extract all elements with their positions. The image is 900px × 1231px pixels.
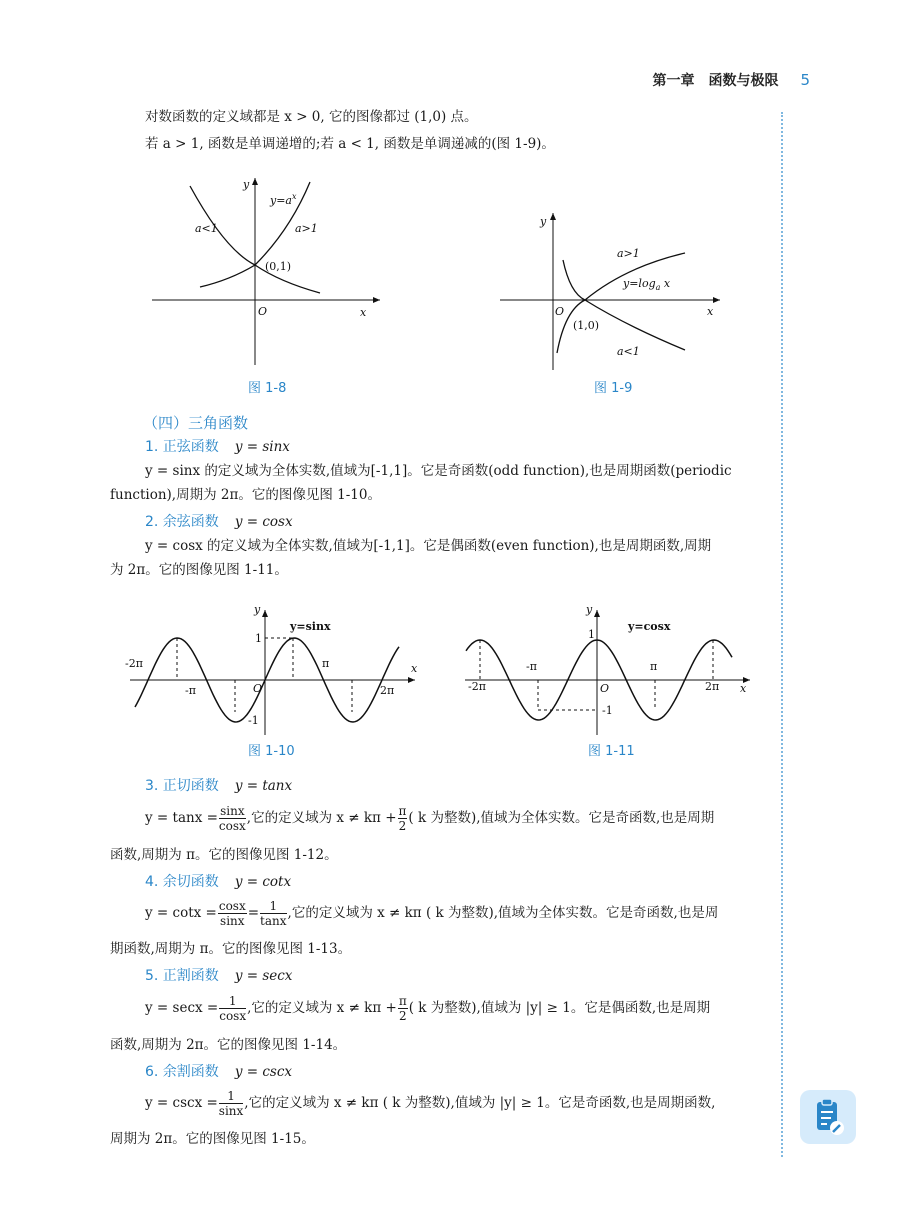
curve-equation: $y=\log_a$ x [623,277,671,292]
figure-1-10-graph [115,600,425,740]
upper-curve-label: a>1 [617,247,640,260]
tick-label-neg2pi: -2π [468,680,486,693]
cosine-text-1: y = cosx 的定义域为全体实数,值域为[-1,1]。它是偶函数(even function),也是周期函数,周期 [145,538,712,554]
origin-label: O [253,682,263,695]
secant-text-2: 函数,周期为 2π。它的图像见图 1-14。 [110,1037,347,1053]
clipboard-edit-icon [800,1090,856,1144]
intro-line-1: 对数函数的定义域都是 x > 0, 它的图像都过 (1,0) 点。 [145,109,478,125]
tick-label-2pi: 2π [705,680,720,693]
fraction: $\frac{\cos x}{\sin x}$ [218,899,246,928]
sine-heading: 1. 正弦函数 y = sinx [145,439,290,455]
fraction: $\frac{1}{\tan x}$ [260,899,287,928]
cosecant-definition: y = cscx = $\frac{1}{\sin x}$ ,它的定义域为 x ≠ kπ ( k 为整数),值域为 |y| ≥ 1。它是奇函数,也是周期函数, [145,1089,716,1118]
tangent-text-2: 函数,周期为 π。它的图像见图 1-12。 [110,847,338,863]
curve-equation: $y=a^x$ [270,192,297,207]
log-decreasing-curve [563,260,685,350]
cosine-heading: 2. 余弦函数 y = cosx [145,514,293,530]
y-axis-label: y [243,178,250,191]
secant-definition: y = secx = $\frac{1}{\cos x}$ ,它的定义域为 x ≠ kπ + $\frac{\pi}{2}$ ( k 为整数),值域为 |y| ≥ 1。它是偶函数,也是周期 [145,994,711,1023]
figure-1-8-graph [140,170,390,370]
tangent-heading: 3. 正切函数 y = tanx [145,778,293,794]
margin-rule [781,112,783,1157]
fraction: $\frac{1}{\cos x}$ [219,994,247,1023]
lower-curve-label: a<1 [617,345,640,358]
cosine-text-2: 为 2π。它的图像见图 1-11。 [110,562,288,578]
tick-label-neg1: -1 [602,704,613,717]
x-axis-label: x [740,682,747,695]
sine-text-1: y = sinx 的定义域为全体实数,值域为[-1,1]。它是奇函数(odd function),也是周期函数(periodic [145,463,732,479]
notes-button[interactable] [800,1090,856,1144]
left-curve-label: a<1 [195,222,218,235]
figure-1-11-caption: 图 1-11 [588,744,635,759]
cotangent-definition: y = cotx = $\frac{\cos x}{\sin x}$ = $\frac{1}{\tan x}$ ,它的定义域为 x ≠ kπ ( k 为整数),值域为全体实数。它是奇函数,也是周 [145,899,719,928]
tick-label-negpi: -π [526,660,537,673]
right-curve-label: a>1 [295,222,318,235]
intercept-label: (0,1) [265,260,292,273]
tick-label-neg2pi: -2π [125,657,143,670]
cosecant-heading: 6. 余割函数 y = cscx [145,1064,292,1080]
log-increasing-curve [557,253,685,353]
fraction: $\frac{\pi}{2}$ [398,994,407,1023]
figure-1-11-graph [460,600,760,740]
tick-label-2pi: 2π [380,684,395,697]
tick-label-neg1: -1 [248,714,259,727]
intercept-label: (1,0) [573,319,600,332]
cotangent-heading: 4. 余切函数 y = cotx [145,874,292,890]
figure-1-9-graph [495,205,725,375]
sine-text-2: function),周期为 2π。它的图像见图 1-10。 [110,487,381,503]
tick-label-pi: π [322,657,330,670]
section-heading: （四）三角函数 [143,414,249,432]
origin-label: O [258,305,268,318]
y-axis-label: y [586,603,593,616]
origin-label: O [555,305,565,318]
figure-1-8-caption: 图 1-8 [248,381,287,396]
tick-label-1: 1 [255,632,262,645]
tick-label-negpi: -π [185,684,196,697]
intro-line-2: 若 a > 1, 函数是单调递增的;若 a < 1, 函数是单调递减的(图 1-9)。 [145,136,555,152]
tick-label-pi: π [650,660,658,673]
fraction: $\frac{\pi}{2}$ [398,804,407,833]
fraction: $\frac{1}{\sin x}$ [218,1089,244,1118]
fraction: $\frac{\sin x}{\cos x}$ [218,804,246,833]
origin-label: O [600,682,610,695]
running-header [652,70,810,90]
page-number: 5 [800,71,810,89]
figure-1-10-caption: 图 1-10 [248,744,295,759]
y-axis-label: y [254,603,261,616]
curve-equation: y=sinx [290,620,331,633]
x-axis-label: x [360,306,367,319]
cotangent-text-2: 期函数,周期为 π。它的图像见图 1-13。 [110,941,352,957]
chapter-title: 第一章 函数与极限 [652,73,779,89]
x-axis-label: x [411,662,418,675]
figure-1-9-caption: 图 1-9 [594,381,633,396]
x-axis-label: x [707,305,714,318]
cosecant-text-2: 周期为 2π。它的图像见图 1-15。 [110,1131,315,1147]
secant-heading: 5. 正割函数 y = secx [145,968,293,984]
curve-equation: y=cosx [628,620,671,633]
tick-label-1: 1 [588,628,595,641]
y-axis-label: y [540,215,547,228]
tangent-definition: y = tanx = $\frac{\sin x}{\cos x}$ ,它的定义域为 x ≠ kπ + $\frac{\pi}{2}$ ( k 为整数),值域为全体实数。它是奇函数,也是周期 [145,804,715,833]
